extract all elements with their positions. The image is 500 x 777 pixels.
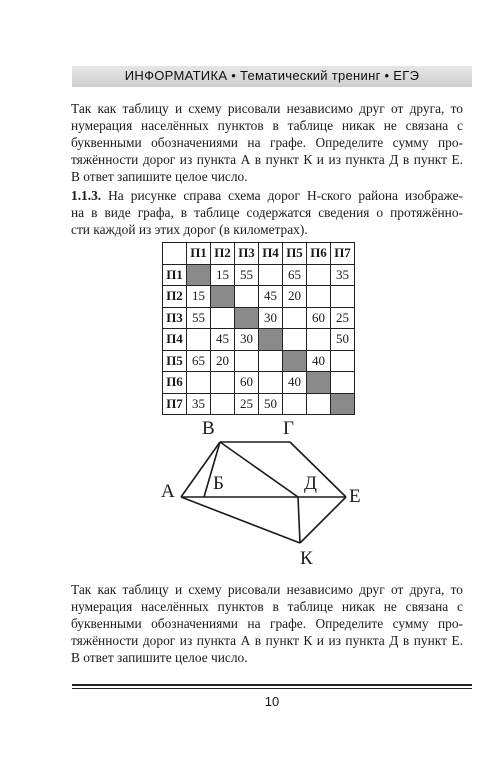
row-header: П6 — [163, 372, 187, 394]
table-cell: 35 — [331, 264, 355, 286]
column-header: П6 — [307, 243, 331, 265]
task-number: 1.1.3. — [71, 188, 102, 203]
graph-edge-v-d — [220, 442, 298, 497]
table-cell: 40 — [307, 350, 331, 372]
paragraph-top — [71, 100, 463, 185]
graph-edge-a-k — [181, 497, 300, 543]
table-cell: 30 — [235, 329, 259, 351]
paragraph-line: тяжённости дорог из пункта А в пункт К и из пункта Д в пункт Е. — [71, 152, 463, 167]
row-header: П1 — [163, 264, 187, 286]
table-cell: 35 — [187, 393, 211, 415]
row-header: П2 — [163, 286, 187, 308]
page-header — [72, 66, 472, 87]
node-label-e: Е — [349, 486, 361, 507]
column-header: П2 — [211, 243, 235, 265]
table-cell: 65 — [187, 350, 211, 372]
table-cell-diagonal — [235, 307, 259, 329]
table-cell: 20 — [211, 350, 235, 372]
table-cell — [283, 307, 307, 329]
row-header: П7 — [163, 393, 187, 415]
table-cell-diagonal — [211, 286, 235, 308]
table-cell-diagonal — [259, 329, 283, 351]
column-header: П7 — [331, 243, 355, 265]
row-header: П4 — [163, 329, 187, 351]
header-title: ИНФОРМАТИКА • Тематический тренинг • ЕГЭ — [124, 68, 420, 83]
table-cell-diagonal — [187, 264, 211, 286]
table-cell — [331, 372, 355, 394]
column-header: П1 — [187, 243, 211, 265]
table-cell: 55 — [187, 307, 211, 329]
table-cell — [259, 350, 283, 372]
task-line — [71, 187, 463, 204]
table-cell: 60 — [307, 307, 331, 329]
paragraph-line: нумерация населённых пунктов в таблице никак не связана с — [71, 599, 463, 614]
table-cell — [259, 264, 283, 286]
task-paragraph — [71, 187, 463, 238]
table-cell — [235, 350, 259, 372]
paragraph-line: Так как таблицу и схему рисовали независимо друг от друга, то — [71, 101, 463, 116]
table-cell: 25 — [331, 307, 355, 329]
row-header: П5 — [163, 350, 187, 372]
table-row — [163, 307, 355, 329]
table-cell: 65 — [283, 264, 307, 286]
table-cell — [307, 286, 331, 308]
node-label-a: А — [161, 481, 175, 502]
table-cell: 55 — [235, 264, 259, 286]
column-header: П5 — [283, 243, 307, 265]
paragraph-line: буквенными обозначениями на графе. Определите сумму про- — [71, 616, 463, 631]
paragraph-line: тяжённости дорог из пункта А в пункт К и из пункта Д в пункт Е. — [71, 633, 463, 648]
paragraph-line: Так как таблицу и схему рисовали независимо друг от друга, то — [71, 582, 463, 597]
table-cell: 40 — [283, 372, 307, 394]
paragraph-line: буквенными обозначениями на графе. Определите сумму про- — [71, 135, 463, 150]
table-cell-diagonal — [283, 350, 307, 372]
table-row — [163, 372, 355, 394]
node-label-d: Д — [304, 473, 317, 494]
table-cell: 50 — [259, 393, 283, 415]
table-cell: 15 — [211, 264, 235, 286]
table-cell: 20 — [283, 286, 307, 308]
node-label-k: К — [300, 548, 313, 569]
table-cell — [331, 286, 355, 308]
paragraph-bottom — [71, 581, 463, 666]
table-cell: 60 — [235, 372, 259, 394]
table-row — [163, 264, 355, 286]
graph-edge-g-e — [290, 442, 346, 497]
table-cell — [307, 329, 331, 351]
table-cell: 45 — [259, 286, 283, 308]
page-number: 10 — [264, 694, 280, 709]
footer-rule-thin — [72, 688, 472, 689]
table-header-row — [163, 243, 355, 265]
table-row — [163, 286, 355, 308]
table-cell-diagonal — [307, 372, 331, 394]
table-cell: 15 — [187, 286, 211, 308]
table-cell — [235, 286, 259, 308]
road-graph — [150, 410, 380, 575]
paragraph-line: В ответ запишите целое число. — [71, 650, 248, 665]
table-cell: 30 — [259, 307, 283, 329]
graph-edge-d-k — [298, 497, 300, 543]
column-header: П3 — [235, 243, 259, 265]
row-header: П3 — [163, 307, 187, 329]
table-cell: 50 — [331, 329, 355, 351]
table-cell — [187, 372, 211, 394]
paragraph-line: В ответ запишите целое число. — [71, 169, 248, 184]
paragraph-line: нумерация населённых пунктов в таблице никак не связана с — [71, 118, 463, 133]
table-cell — [259, 372, 283, 394]
node-label-b: Б — [213, 473, 224, 494]
graph-edges — [181, 442, 346, 543]
distance-table — [162, 242, 355, 415]
table-row — [163, 329, 355, 351]
node-label-v: В — [202, 418, 215, 439]
table-cell — [307, 264, 331, 286]
graph-labels — [161, 418, 361, 569]
table-cell — [211, 307, 235, 329]
table-cell — [283, 329, 307, 351]
table-cell: 45 — [211, 329, 235, 351]
table-cell: 25 — [235, 393, 259, 415]
table-cell — [331, 350, 355, 372]
table-row — [163, 350, 355, 372]
footer-rule — [72, 684, 472, 686]
graph-edge-k-e — [300, 497, 346, 543]
column-header: П4 — [259, 243, 283, 265]
table-cell — [211, 372, 235, 394]
task-line: на в виде графа, в таблице содержатся сведения о протяжённо- — [71, 205, 463, 220]
table-cell — [187, 329, 211, 351]
table-corner-cell — [163, 243, 187, 265]
task-line: сти каждой из этих дорог (в километрах). — [71, 222, 308, 237]
node-label-g: Г — [283, 418, 294, 439]
task-text: На рисунке справа схема дорог Н-ского района изображе- — [101, 188, 463, 203]
